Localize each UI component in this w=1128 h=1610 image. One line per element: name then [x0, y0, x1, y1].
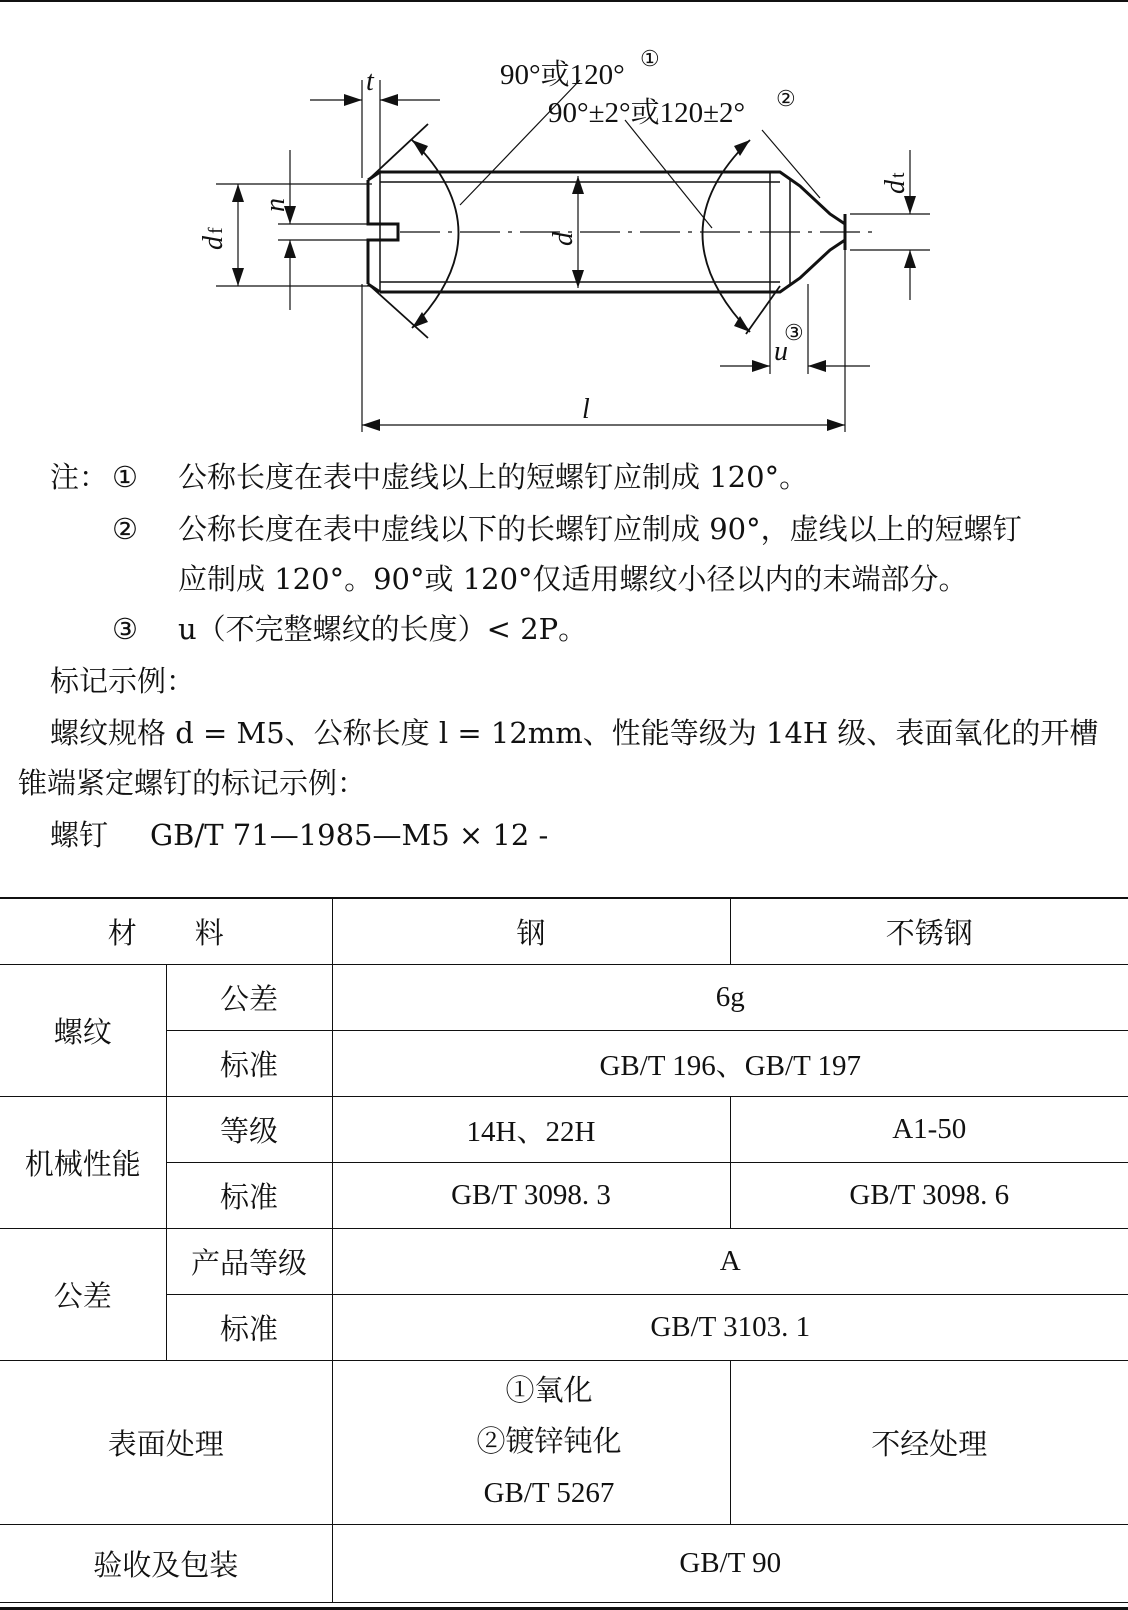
mech-std-label: 标准	[166, 1163, 332, 1229]
label-angle2-ref: ②	[776, 86, 796, 111]
surface-steel	[332, 1361, 730, 1525]
label-u-ref: ③	[784, 320, 804, 345]
table-row-tolerance-std	[0, 1295, 1128, 1361]
thread-std-value: GB/T 196、GB/T 197	[332, 1031, 1128, 1097]
table-row-thread-tol	[0, 965, 1128, 1031]
table-row-thread-std	[0, 1031, 1128, 1097]
label-t: t	[366, 66, 374, 97]
note-3-marker: ③	[112, 612, 138, 646]
mech-grade-stainless: A1-50	[730, 1097, 1128, 1163]
group-tolerance: 公差	[0, 1229, 166, 1361]
header-material: 材 料	[0, 899, 332, 965]
acceptance-value: GB/T 90	[332, 1525, 1128, 1603]
note-1-text: 公称长度在表中虚线以上的短螺钉应制成 120°。	[178, 460, 809, 494]
group-mech: 机械性能	[0, 1097, 166, 1229]
table-row-header	[0, 899, 1128, 965]
label-df: d	[198, 236, 229, 250]
label-angle1-ref: ①	[640, 46, 660, 71]
thread-std-label: 标准	[166, 1031, 332, 1097]
example-code: GB/T 71—1985—M5 × 12 -	[150, 818, 549, 852]
example-line-1: 螺纹规格 d = M5、公称长度 l = 12mm、性能等级为 14H 级、表面氧化的开槽	[50, 716, 1099, 750]
surface-label: 表面处理	[0, 1361, 332, 1525]
table-row-surface	[0, 1361, 1128, 1525]
thread-tol-value: 6g	[332, 965, 1128, 1031]
spec-table	[0, 898, 1128, 1603]
label-angle1: 90°或120°	[500, 59, 625, 91]
example-heading: 标记示例：	[50, 664, 196, 698]
label-angle2: 90°±2°或120±2°	[548, 97, 746, 129]
thread-tol-label: 公差	[166, 965, 332, 1031]
tolerance-std-value: GB/T 3103. 1	[332, 1295, 1128, 1361]
note-2-marker: ②	[112, 512, 138, 546]
label-df-sub: f	[205, 227, 227, 234]
notes-prefix: 注：	[50, 460, 109, 494]
label-u: u	[774, 336, 788, 367]
label-n: n	[260, 198, 291, 212]
label-d: d	[548, 232, 579, 246]
prod-grade-value: A	[332, 1229, 1128, 1295]
tolerance-std-label: 标准	[166, 1295, 332, 1361]
surface-steel-item-1: ①氧化	[505, 1375, 593, 1407]
example-line-2: 锥端紧定螺钉的标记示例：	[18, 766, 367, 800]
group-thread: 螺纹	[0, 965, 166, 1097]
surface-stainless: 不经处理	[730, 1361, 1128, 1525]
label-dt-sub: t	[887, 172, 909, 178]
surface-steel-item-3: GB/T 5267	[483, 1477, 615, 1509]
note-2-text-cont: 应制成 120°。90°或 120°仅适用螺纹小径以内的末端部分。	[178, 562, 968, 596]
example-code-label: 螺钉	[50, 818, 109, 852]
label-dt: d	[880, 180, 911, 194]
mech-grade-label: 等级	[166, 1097, 332, 1163]
table-row-tolerance-prod	[0, 1229, 1128, 1295]
header-stainless: 不锈钢	[730, 899, 1128, 965]
acceptance-label: 验收及包装	[0, 1525, 332, 1603]
table-row-mech-std	[0, 1163, 1128, 1229]
prod-grade-label: 产品等级	[166, 1229, 332, 1295]
angle-arcs	[368, 124, 780, 338]
table-row-mech-grade	[0, 1097, 1128, 1163]
mech-std-steel: GB/T 3098. 3	[332, 1163, 730, 1229]
note-3-text: u（不完整螺纹的长度）< 2P。	[178, 612, 588, 646]
surface-steel-item-2: ②镀锌钝化	[476, 1426, 622, 1458]
note-1-marker: ①	[112, 460, 138, 494]
note-2-text: 公称长度在表中虚线以下的长螺钉应制成 90°，虚线以上的短螺钉	[178, 512, 1022, 546]
arrowheads	[232, 94, 916, 431]
mech-std-stainless: GB/T 3098. 6	[730, 1163, 1128, 1229]
table-row-acceptance	[0, 1525, 1128, 1603]
screw-drawing	[0, 0, 1128, 440]
label-l: l	[582, 394, 590, 425]
header-steel: 钢	[332, 899, 730, 965]
mech-grade-steel: 14H、22H	[332, 1097, 730, 1163]
